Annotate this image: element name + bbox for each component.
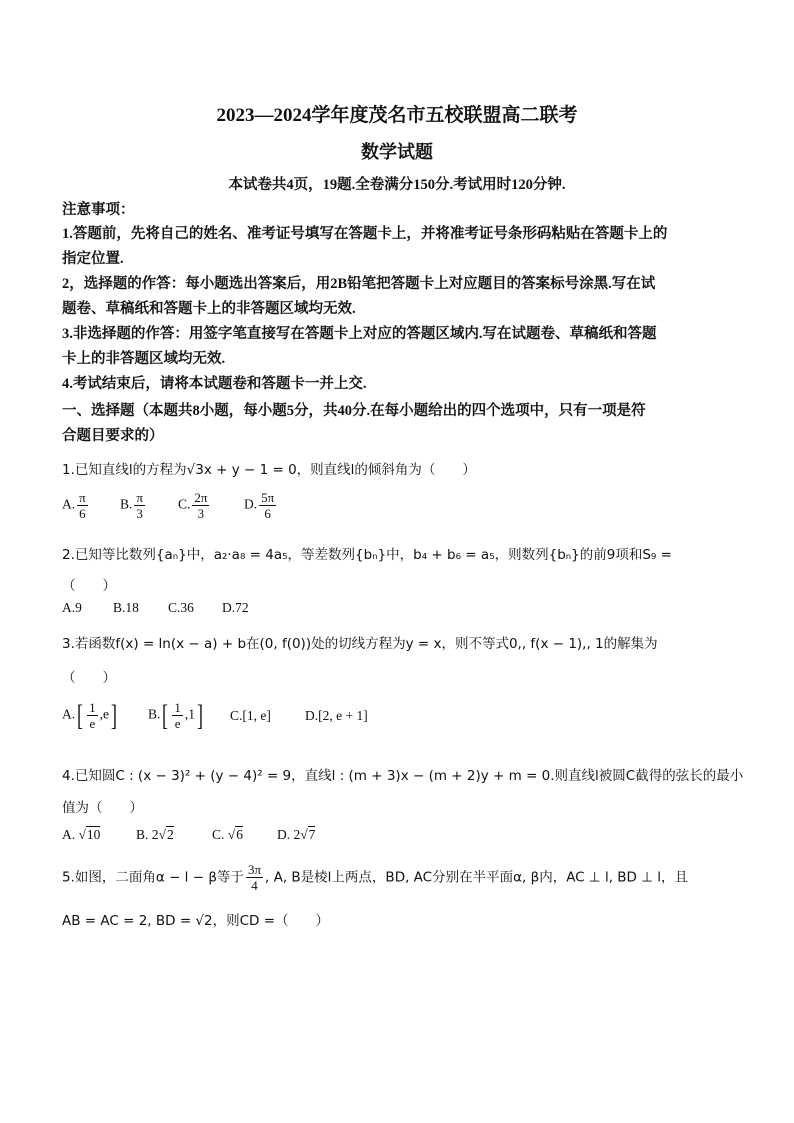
question-2-stem: 2.已知等比数列{aₙ}中，a₂·a₈ = 4a₅，等差数列{bₙ}中，b₄ + b₆ = a₅，则数列{bₙ}的前9项和S₉ = <box>62 547 672 563</box>
notice-heading: 注意事项： <box>62 202 135 218</box>
question-4-stem-cont: 值为（ ） <box>62 800 143 816</box>
question-4-option-d: D. 2√7 <box>277 827 316 842</box>
question-3-stem: 3.若函数f(x) = ln(x − a) + b在(0, f(0))处的切线方程为y = x，则不等式0,, f(x − 1),, 1的解集为 <box>62 636 658 652</box>
question-2-option-a: A.9 <box>62 600 82 615</box>
question-4-stem: 4.已知圆C : (x − 3)² + (y − 4)² = 9，直线l : (m + 3)x − (m + 2)y + m = 0.则直线l被圆C截得的弦长的最小 <box>62 768 744 784</box>
question-3-option-d: D.[2, e + 1] <box>305 708 368 723</box>
question-1-option-d: D. $\frac{5\pi}{6}$ <box>244 490 275 521</box>
question-4-option-a: A. √10 <box>62 827 101 842</box>
question-1-option-c: C. $\frac{2\pi}{3}$ <box>178 490 208 521</box>
question-2-option-c: C.36 <box>168 600 194 615</box>
exam-subject: 数学试题 <box>361 142 433 162</box>
notice-line: 卡上的非答题区域均无效. <box>62 351 226 367</box>
question-3-option-b: B.[ $\frac{1}{e}$ ,1] <box>148 698 204 732</box>
question-4-option-b: B. 2√2 <box>136 827 174 842</box>
question-1-stem: 1.已知直线l的方程为√3x + y − 1 = 0，则直线l的倾斜角为（ ） <box>62 462 476 478</box>
question-5-stem: 5.如图，二面角α − l − β等于 $\frac{3\pi}{4}$ , A, B是棱l上两点，BD, AC分别在半平面α, β内，AC ⊥ l, BD ⊥ l，且 <box>62 862 689 893</box>
exam-intro: 本试卷共4页，19题.全卷满分150分.考试用时120分钟. <box>228 177 566 193</box>
question-1-option-a: A. $\frac{\pi}{6}$ <box>62 490 86 521</box>
notice-line: 3.非选择题的作答：用签字笔直接写在答题卡上对应的答题区域内.写在试题卷、草稿纸和答题 <box>62 326 657 342</box>
question-4-option-c: C. √6 <box>212 827 243 842</box>
exam-title: 2023—2024学年度茂名市五校联盟高二联考 <box>216 105 578 126</box>
question-2-paren: （ ） <box>62 578 116 594</box>
question-3-paren: （ ） <box>62 670 116 686</box>
question-3-option-a: A.[ $\frac{1}{e}$ ,e] <box>62 698 117 732</box>
question-3-option-c: C.[1, e] <box>230 708 271 723</box>
question-1-option-b: B. $\frac{\pi}{3}$ <box>120 490 143 521</box>
notice-line: 2，选择题的作答：每小题选出答案后，用2B铅笔把答题卡上对应题目的答案标号涂黑.写在试 <box>62 276 656 292</box>
notice-line: 4.考试结束后，请将本试题卷和答题卡一并上交. <box>62 376 367 392</box>
section-heading: 一、选择题（本题共8小题，每小题5分，共40分.在每小题给出的四个选项中，只有一项是符 <box>62 403 646 419</box>
question-5-stem-cont: AB = AC = 2, BD = √2，则CD =（ ） <box>62 913 330 929</box>
question-2-option-b: B.18 <box>113 600 139 615</box>
notice-line: 题卷、草稿纸和答题卡上的非答题区域均无效. <box>62 301 356 317</box>
question-2-option-d: D.72 <box>222 600 249 615</box>
section-heading-cont: 合题目要求的） <box>62 428 164 444</box>
notice-line: 1.答题前，先将自己的姓名、准考证号填写在答题卡上，并将准考证号条形码粘贴在答题卡上的 <box>62 226 668 242</box>
notice-line: 指定位置. <box>62 251 124 267</box>
